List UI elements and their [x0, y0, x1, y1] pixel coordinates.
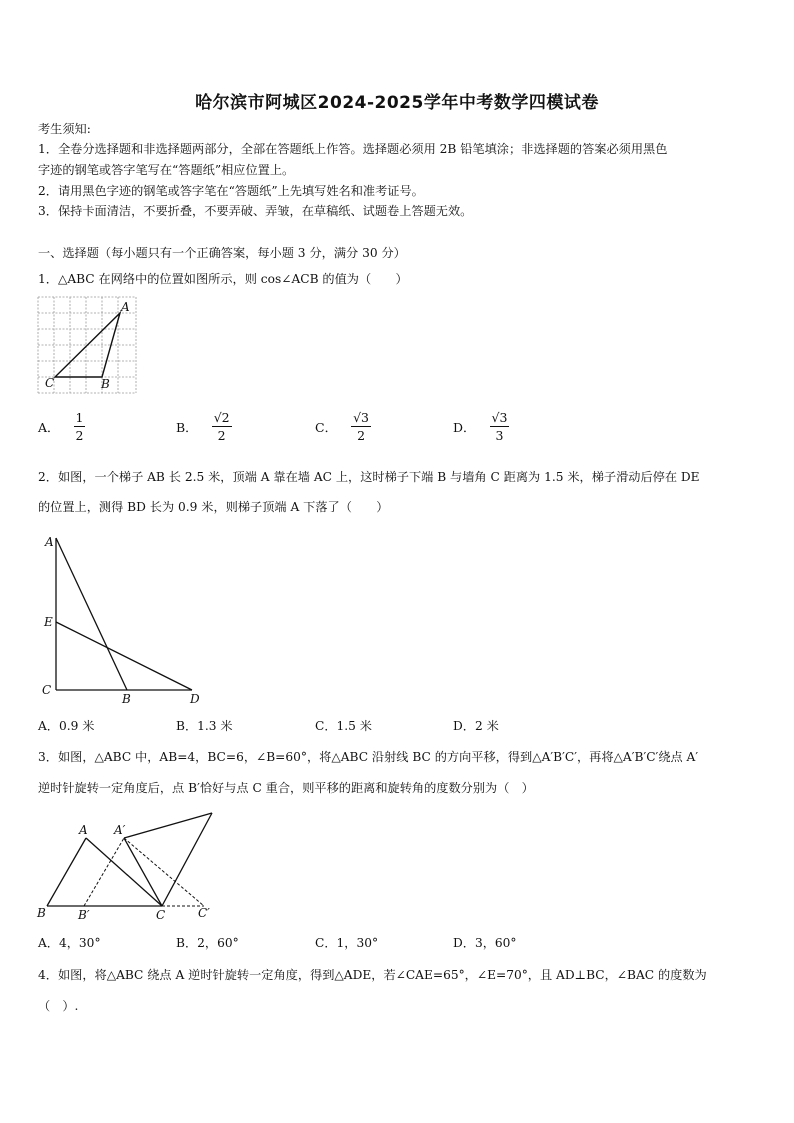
ladder-ab: [56, 538, 127, 690]
q4-line2: （ ）.: [38, 999, 79, 1013]
q3-label-c1: C′: [198, 906, 210, 920]
q2-line1: 2．如图，一个梯子 AB 长 2.5 米，顶端 A 靠在墙 AC 上，这时梯子下端 B 与墙角 C 距离为 1.5 米，梯子滑动后停在 DE: [38, 470, 700, 484]
q3-option-c[interactable]: C．1，30°: [315, 936, 379, 950]
q1-option-c[interactable]: C． $\frac{√3}{2}$: [315, 410, 369, 443]
q3-label-b1: B′: [78, 908, 90, 922]
q1-label-a: A: [121, 300, 130, 314]
q1-option-d[interactable]: D． $\frac{√3}{3}$: [453, 410, 508, 443]
notice-heading: 考生须知:: [38, 122, 91, 136]
segment-a1c1: [124, 838, 204, 906]
q3-label-b: B: [37, 906, 46, 920]
q2-label-d: D: [190, 692, 200, 706]
q2-option-b[interactable]: B．1.3 米: [176, 719, 233, 733]
section-heading: 一、选择题（每小题只有一个正确答案，每小题 3 分，满分 30 分）: [38, 246, 406, 260]
segment-a1b1: [84, 838, 124, 906]
q3-line1: 3．如图，△ABC 中，AB=4，BC=6，∠B=60°，将△ABC 沿射线 BC 的方向平移，得到△A′B′C′，再将△A′B′C′绕点 A′: [38, 750, 699, 764]
q2-label-e: E: [44, 615, 53, 629]
notice-item-2: 2．请用黑色字迹的钢笔或答字笔在“答题纸”上先填写姓名和准考证号。: [38, 184, 424, 198]
q2-ladder-figure: [36, 528, 216, 710]
q3-translation-figure: [32, 806, 228, 924]
q3-label-a: A: [79, 823, 88, 837]
segment-a1c: [124, 838, 162, 906]
q2-option-a[interactable]: A．0.9 米: [38, 719, 95, 733]
q3-label-a1: A′: [114, 823, 126, 837]
q1-grid-figure: [36, 295, 140, 397]
notice-item-1-cont: 字迹的钢笔或答字笔写在“答题纸”相应位置上。: [38, 163, 295, 177]
notice-item-1: 1．全卷分选择题和非选择题两部分，全部在答题纸上作答。选择题必须用 2B 铅笔填涂；非选择题的答案必须用黑色: [38, 142, 668, 156]
q2-label-a: A: [45, 535, 54, 549]
q2-label-b: B: [122, 692, 131, 706]
segment-rotated-top: [124, 813, 212, 838]
q1-stem: 1．△ABC 在网络中的位置如图所示，则 cos∠ACB 的值为（ ）: [38, 272, 408, 286]
q3-option-a[interactable]: A．4，30°: [38, 936, 101, 950]
q1-label-c: C: [45, 376, 55, 390]
page-title: 哈尔滨市阿城区2024-2025学年中考数学四模试卷: [195, 93, 599, 113]
ladder-de: [56, 622, 192, 690]
q2-option-c[interactable]: C．1.5 米: [315, 719, 372, 733]
q3-option-d[interactable]: D．3，60°: [453, 936, 517, 950]
q1-option-b[interactable]: B． $\frac{√2}{2}$: [176, 410, 230, 443]
segment-ac: [86, 838, 162, 906]
q3-option-b[interactable]: B．2，60°: [176, 936, 239, 950]
notice-item-3: 3．保持卡面清洁，不要折叠，不要弄破、弄皱，在草稿纸、试题卷上答题无效。: [38, 204, 473, 218]
segment-ab: [47, 838, 86, 906]
segment-rotated-side: [162, 813, 212, 906]
q1-label-b: B: [101, 377, 110, 391]
triangle-abc: [55, 313, 120, 377]
q3-label-c: C: [156, 908, 166, 922]
q4-line1: 4．如图，将△ABC 绕点 A 逆时针旋转一定角度，得到△ADE，若∠CAE=65°，∠E=70°，且 AD⊥BC，∠BAC 的度数为: [38, 968, 707, 982]
q2-label-c: C: [42, 683, 52, 697]
q1-option-a[interactable]: A． $\frac{1}{2}$: [38, 410, 84, 443]
q2-line2: 的位置上，测得 BD 长为 0.9 米，则梯子顶端 A 下落了（ ）: [38, 500, 389, 514]
q3-line2: 逆时针旋转一定角度后，点 B′恰好与点 C 重合，则平移的距离和旋转角的度数分别为（ ）: [38, 781, 534, 795]
q2-option-d[interactable]: D．2 米: [453, 719, 499, 733]
